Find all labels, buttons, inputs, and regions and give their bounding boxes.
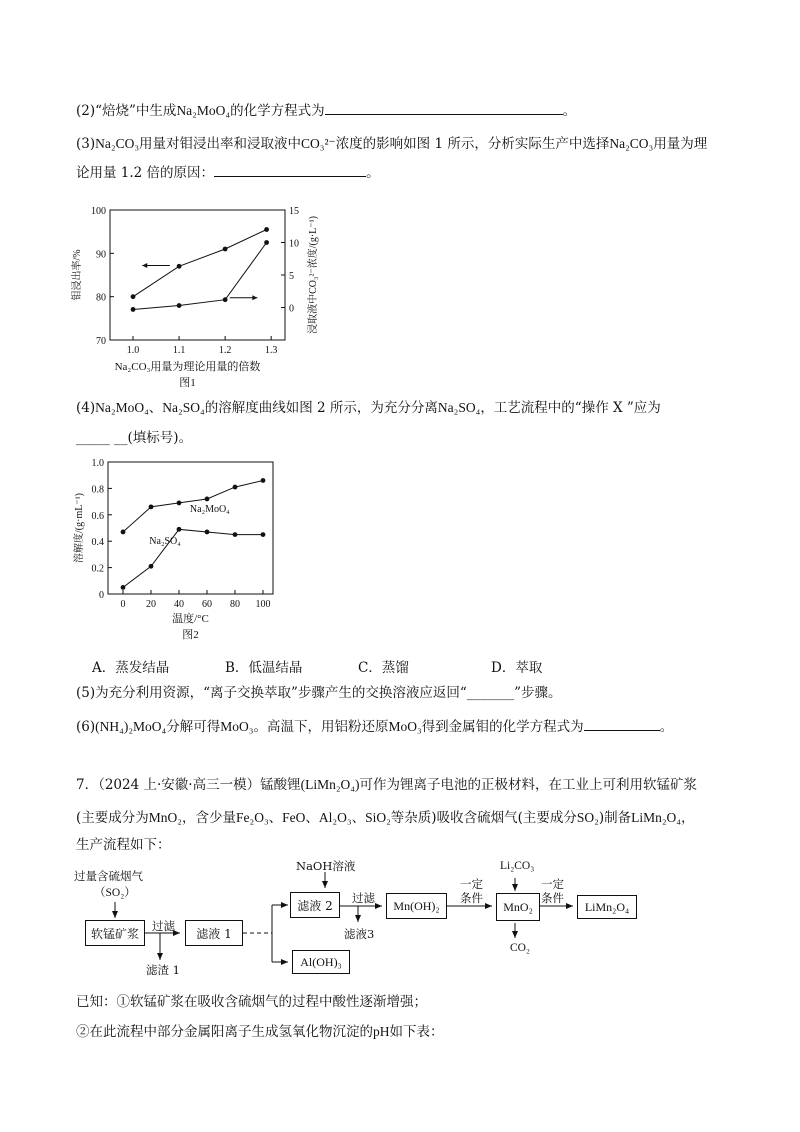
q7-text-5: 等杂质)吸收含硫烟气(主要成分 xyxy=(390,810,577,826)
filtrate-1-box: 滤液 1 xyxy=(185,920,243,946)
series-line-co3 xyxy=(133,243,267,310)
x-tick-label: 60 xyxy=(202,599,212,610)
formula-na2moo4: Na₂MoO₄ xyxy=(95,400,149,415)
y-tick-label: 0 xyxy=(99,590,104,601)
q7-text-2: 可作为锂离子电池的正极材料，在工业上可利用软锰矿浆 xyxy=(359,777,697,793)
q4-number: (4) xyxy=(76,400,96,416)
formula-na2co3: Na₂CO₃ xyxy=(95,136,140,151)
q3-text-3: 用量为理 xyxy=(653,136,708,152)
right-arrowhead xyxy=(252,295,257,300)
flue-gas-label: 过量含硫烟气 xyxy=(74,869,143,883)
formula-limn2o4: (LiMn₂O₄) xyxy=(300,777,360,792)
known-line-2 xyxy=(76,1022,444,1042)
x-tick-label: 80 xyxy=(230,599,240,610)
y-right-tick-label: 5 xyxy=(289,271,294,282)
y-tick-label: 1.0 xyxy=(91,458,104,469)
data-point xyxy=(223,297,228,302)
question-5 xyxy=(76,683,561,703)
formula-na2moo4: Na₂MoO₄ xyxy=(176,103,231,118)
option-a[interactable]: A．蒸发结晶 xyxy=(92,660,170,676)
y-tick-label: 0.6 xyxy=(91,510,104,522)
y-axis-label: 溶解度/(g·mL⁻¹) xyxy=(74,493,85,563)
y-tick-label: 0.8 xyxy=(91,484,104,496)
q4-text-2: ，工艺流程中的“操作 X ”应为 xyxy=(480,400,661,416)
option-c[interactable]: C．蒸馏 xyxy=(358,660,409,676)
y-left-axis-label: 钼浸出率/% xyxy=(72,249,83,301)
question-4-line2 xyxy=(76,428,192,448)
data-point xyxy=(131,294,136,299)
q7-text-8: 生产流程如下： xyxy=(76,837,171,853)
known-line-1 xyxy=(76,992,427,1012)
q6-end: 。 xyxy=(659,719,674,735)
q3-text: 用量对钼浸出率和浸取液中 xyxy=(139,136,302,152)
q3-text-4: 论用量 1.2 倍的原因： xyxy=(76,165,215,181)
series-label-na2moo4: Na₂MoO₄ xyxy=(189,504,230,516)
plot-frame xyxy=(110,210,285,340)
x-tick-label: 100 xyxy=(255,599,271,610)
x-tick-label: 20 xyxy=(146,599,156,610)
formula-limn2o4-2: LiMn₂O₄ xyxy=(631,810,682,825)
formula-moo3: MoO₃ xyxy=(220,719,254,734)
q4-text: 的溶解度曲线如图 2 所示，为充分分离 xyxy=(204,400,438,416)
data-point xyxy=(177,527,182,532)
filter-label-1: 过滤 xyxy=(152,919,175,933)
x-tick-label: 0 xyxy=(120,599,126,610)
q3-end: 。 xyxy=(366,165,380,181)
data-point xyxy=(233,532,238,537)
q6-text: 分解可得 xyxy=(166,719,221,735)
y-right-tick-label: 15 xyxy=(289,206,299,217)
q6-text-3: 得到金属钼的化学方程式为 xyxy=(421,719,584,735)
q2-text: (2)“焙烧”中生成 xyxy=(76,103,177,119)
x-tick-label: 40 xyxy=(174,599,184,610)
figure-caption: 图1 xyxy=(179,377,196,389)
data-point xyxy=(149,504,154,509)
y-left-tick-label: 90 xyxy=(96,249,106,261)
data-point xyxy=(261,478,266,483)
q6-number: (6) xyxy=(76,719,96,735)
data-point xyxy=(264,240,269,245)
question-2 xyxy=(76,100,576,121)
filtrate-2-box: 滤液 2 xyxy=(290,892,340,918)
x-tick-label: 1.0 xyxy=(126,345,140,356)
data-point xyxy=(205,497,210,502)
formula-na2co3-2: Na₂CO₃ xyxy=(609,136,654,151)
condition-label-1b: 条件 xyxy=(460,891,483,905)
pyrolusite-slurry-box: 软锰矿浆 xyxy=(85,920,145,946)
question-7-line1 xyxy=(76,775,697,795)
formula-na2so4: Na₂SO₄ xyxy=(162,400,205,415)
q3-number: (3) xyxy=(76,136,96,152)
data-point xyxy=(205,530,210,535)
data-point xyxy=(223,247,228,252)
q5-text: (5)为充分利用资源，“离子交换萃取”步骤产生的交换溶液应返回“_______”步骤。 xyxy=(76,685,562,701)
data-point xyxy=(233,485,238,490)
co2-label: CO₂ xyxy=(510,942,530,954)
plot-frame xyxy=(108,462,273,594)
limn2o4-box: LiMn₂O₄ xyxy=(577,895,637,919)
ph-label: pH xyxy=(373,1024,390,1039)
y-right-tick-label: 10 xyxy=(289,238,299,250)
series-label-na2so4: Na₂SO₄ xyxy=(149,535,181,547)
question-4-line1 xyxy=(76,398,661,418)
formula-mno2: MnO₂ xyxy=(148,810,182,825)
data-point xyxy=(121,530,126,535)
options-row xyxy=(92,656,652,676)
data-point xyxy=(121,585,126,590)
mno2-box: MnO₂ xyxy=(496,893,540,921)
left-arrowhead xyxy=(142,263,147,268)
data-point xyxy=(264,227,269,232)
data-point xyxy=(261,532,266,537)
data-point xyxy=(177,303,182,308)
filtrate-3-label: 滤液3 xyxy=(344,927,375,941)
condition-label-1a: 一定 xyxy=(460,877,483,891)
figure-caption: 图2 xyxy=(182,629,199,641)
formula-so2: SO₂ xyxy=(576,810,599,825)
formula-co3: CO₃²⁻ xyxy=(301,136,336,151)
formula-moo3-2: MoO₃ xyxy=(388,719,422,734)
condition-label-2a: 一定 xyxy=(541,877,564,891)
known-text-1: 已知：①软锰矿浆在吸收含硫烟气的过程中酸性逐渐增强； xyxy=(76,994,427,1010)
question-3-line2 xyxy=(76,162,380,183)
figure-1-chart xyxy=(60,192,320,392)
separator: 、 xyxy=(148,400,163,416)
known-text-3: 如下表： xyxy=(389,1024,444,1040)
q2-end: 。 xyxy=(562,103,577,119)
q7-text-3: (主要成分为 xyxy=(76,810,149,826)
y-right-tick-label: 0 xyxy=(289,303,294,315)
known-text-2: ②在此流程中部分金属阳离子生成氢氧化物沉淀的 xyxy=(76,1024,373,1040)
y-tick-label: 0.2 xyxy=(91,563,104,575)
y-right-axis-label: 浸取液中CO₃²⁻浓度/(g·L⁻¹) xyxy=(308,216,319,334)
figure-2-chart xyxy=(68,452,290,652)
x-tick-label: 1.3 xyxy=(264,345,278,356)
q3-text-2: 浓度的影响如图 1 所示，分析实际生产中选择 xyxy=(335,136,610,152)
q6-text-2: 。高温下，用铝粉还原 xyxy=(253,719,389,735)
residue-1-label: 滤渣 1 xyxy=(146,963,180,977)
aloh3-box: Al(OH)₃ xyxy=(292,950,350,974)
y-left-tick-label: 100 xyxy=(91,206,106,217)
q7-text-6: )制备 xyxy=(598,810,632,826)
q7-text: 7．（2024 上·安徽·高三一模）锰酸锂 xyxy=(76,777,301,793)
answer-blank[interactable] xyxy=(214,162,366,177)
li2co3-label: Li₂CO₃ xyxy=(500,860,535,872)
y-left-tick-label: 70 xyxy=(96,336,106,347)
mnoh2-box: Mn(OH)₂ xyxy=(386,893,447,919)
q7-text-7: ， xyxy=(681,810,695,826)
data-point xyxy=(131,307,136,312)
x-tick-label: 1.1 xyxy=(172,345,186,356)
condition-label-2b: 条件 xyxy=(541,891,564,905)
q7-text-4: ，含少量 xyxy=(182,810,236,826)
question-6 xyxy=(76,716,673,737)
question-7-line3 xyxy=(76,835,171,855)
q4-text-3: _____ __(填标号)。 xyxy=(76,430,193,446)
formula-na2so4-2: Na₂SO₄ xyxy=(437,400,481,415)
x-axis-label: Na₂CO₃用量为理论用量的倍数 xyxy=(114,361,261,373)
answer-blank[interactable] xyxy=(325,100,563,115)
option-d[interactable]: D．萃取 xyxy=(491,660,543,676)
y-left-tick-label: 80 xyxy=(96,292,106,304)
so2-label: （SO₂） xyxy=(94,887,136,899)
y-tick-label: 0.4 xyxy=(91,537,104,549)
series-line-1 xyxy=(123,529,263,587)
q2-text-2: 的化学方程式为 xyxy=(230,103,325,119)
series-line-leaching xyxy=(133,230,267,297)
formula-nh4-2-moo4: (NH₄)₂MoO₄ xyxy=(95,719,167,734)
data-point xyxy=(149,564,154,569)
question-3-line1 xyxy=(76,134,707,154)
formula-impurities: Fe₂O₃、FeO、Al₂O₃、SiO₂ xyxy=(236,810,391,825)
x-tick-label: 1.2 xyxy=(218,345,232,356)
question-7-line2 xyxy=(76,808,695,828)
filter-label-2: 过滤 xyxy=(352,891,375,905)
answer-blank[interactable] xyxy=(584,716,660,731)
x-axis-label: 温度/°C xyxy=(172,613,209,625)
naoh-solution-label: NaOH溶液 xyxy=(296,859,356,873)
option-b[interactable]: B．低温结晶 xyxy=(225,660,303,676)
data-point xyxy=(177,501,182,506)
data-point xyxy=(177,264,182,269)
